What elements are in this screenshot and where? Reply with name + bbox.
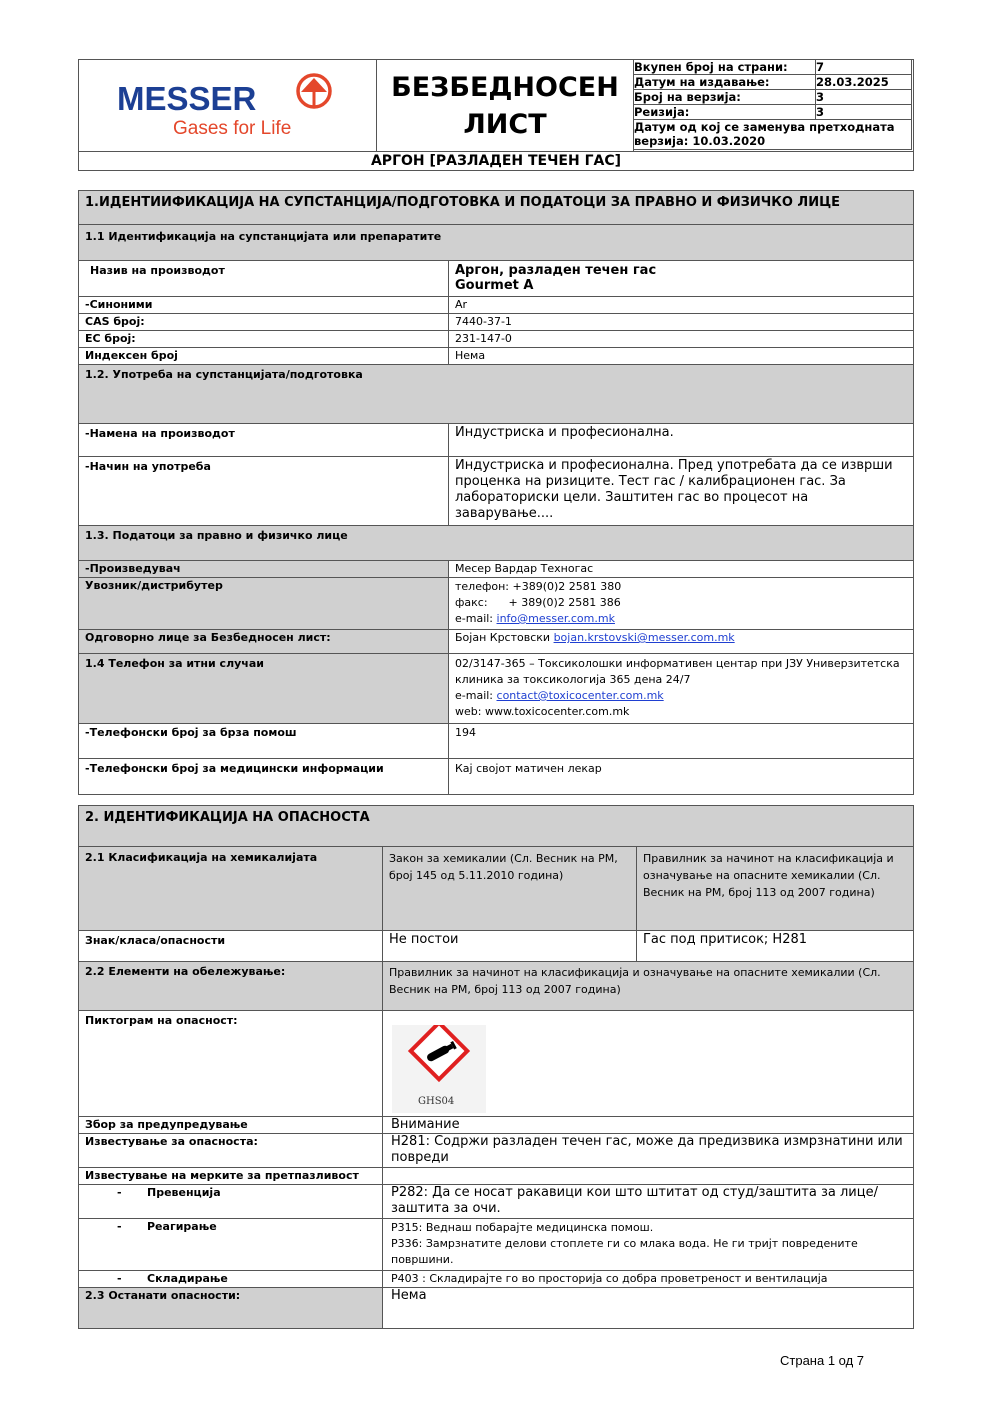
meta-row: Реизија: 3 (634, 105, 912, 120)
signal-value: Внимание (383, 1117, 914, 1134)
logo-brand: MESSER (117, 80, 257, 117)
responsible-label: Одговорно лице за Безбедносен лист: (79, 630, 449, 654)
producer-label: -Произведувач (79, 561, 449, 578)
elements-value: Правилник за начинот на класификација и означување на опасните хемикалии (Сл. Весник на РМ, број 113 од 2007 година) (383, 962, 914, 1011)
medical-value: Кај својот матичен лекар (449, 759, 914, 795)
subsection-1-3: 1.3. Податоци за правно и физичко лице (79, 526, 914, 561)
ghs04-pictogram (392, 1025, 486, 1113)
emergency-label: 1.4 Телефон за итни случаи (79, 654, 449, 724)
elements-label: 2.2 Елементи на обележување: (79, 962, 383, 1011)
messer-emblem-icon (295, 72, 333, 110)
precaution-label: Известување на мерките за претпазливост (79, 1168, 383, 1185)
product-title: АРГОН [РАЗЛАДЕН ТЕЧЕН ГАС] (79, 152, 914, 171)
sign-label: Знак/класа/опасности (79, 931, 383, 962)
pictogram-cell (383, 1011, 914, 1117)
responsible-value: Бојан Крстовски bojan.krstovski@messer.com.mk (449, 630, 914, 654)
meta-row (634, 120, 912, 150)
importer-value: телефон: +389(0)2 2581 380 факс: + 389(0)2 2581 386 e-mail: info@messer.com.mk (449, 578, 914, 630)
pictogram-label: Пиктограм на опасност: (79, 1011, 383, 1117)
classification-label: 2.1 Класификација на хемикалијата (79, 847, 383, 931)
prev-version: Датум од кој се заменува претходната верзија: 10.03.2020 (634, 120, 912, 150)
usage-label: -Начин на употреба (79, 457, 449, 526)
synonyms-value: Ar (449, 297, 914, 314)
title-cell (377, 60, 634, 152)
messer-logo (117, 72, 337, 142)
page-number: Страна 1 од 7 (780, 1353, 865, 1368)
meta-row: Број на верзија: 3 (634, 90, 912, 105)
product-name-value: Аргон, разладен течен гас Gourmet A (449, 261, 914, 297)
section-1-title: 1.ИДЕНТИИФИКАЦИЈА НА СУПСТАНЦИЈА/ПОДГОТОВКА И ПОДАТОЦИ ЗА ПРАВНО И ФИЗИЧКО ЛИЦЕ (79, 191, 914, 225)
sign-law: Не постои (383, 931, 637, 962)
product-name-label: Назив на производот (79, 261, 449, 297)
classification-rule: Правилник за начинот на класификација и означување на опасните хемикалии (Сл. Весник на РМ, број 113 од 2007 година) (637, 847, 914, 931)
prevention-label: - Превенција (79, 1185, 383, 1219)
storage-label: - Складирање (79, 1271, 383, 1288)
document-header (78, 59, 913, 171)
subsection-1-2: 1.2. Употреба на супстанцијата/подготовка (79, 365, 914, 424)
doc-title-line1: БЕЗБЕДНОСЕН (391, 71, 619, 103)
subsection-1-1: 1.1 Идентификација на супстанцијата или препаратите (79, 225, 914, 261)
section-1 (78, 190, 913, 795)
cas-value: 7440-37-1 (449, 314, 914, 331)
index-value: Нема (449, 348, 914, 365)
responsible-email-link[interactable]: bojan.krstovski@messer.com.mk (553, 631, 735, 644)
emergency-value: 02/3147-365 – Токсиколошки информативен центар при ЈЗУ Универзитетска клиника за токсикологија 365 дена 24/7 e-mail: contact@toxicocenter.com.mk web: www.toxicocenter.com.mk (449, 654, 914, 724)
doc-title-line2: ЛИСТ (463, 108, 547, 140)
response-label: - Реагирање (79, 1219, 383, 1271)
prevention-value: P282: Да се носат ракавици кои што штитат од студ/заштита за лице/заштита за очи. (383, 1185, 914, 1219)
other-hazards-label: 2.3 Останати опасности: (79, 1288, 383, 1329)
hazard-label: Известување за опасноста: (79, 1134, 383, 1168)
gas-cylinder-icon (392, 1025, 486, 1097)
purpose-value: Индустриска и професионална. (449, 424, 914, 457)
ambulance-value: 194 (449, 724, 914, 759)
medical-label: -Телефонски број за медицински информации (79, 759, 449, 795)
cas-label: CAS број: (79, 314, 449, 331)
storage-value: P403 : Складирајте го во просторија со добра проветреност и вентилација (383, 1271, 914, 1288)
other-hazards-value: Нема (383, 1288, 914, 1329)
logo-tagline: Gases for Life (173, 118, 292, 139)
hazard-value: H281: Содржи разладен течен гас, може да предизвика измрзнатини или повреди (383, 1134, 914, 1168)
ec-label: ЕC број: (79, 331, 449, 348)
ambulance-label: -Телефонски број за брза помош (79, 724, 449, 759)
usage-value: Индустриска и професионална. Пред употребата да се изврши проценка на ризиците. Тест гас / калибрационен гас. За лабораториски цели. Заштитен гас во процесот на заварување.... (449, 457, 914, 526)
section-2 (78, 805, 913, 1329)
importer-label: Увозник/дистрибутер (79, 578, 449, 630)
emergency-email-link[interactable]: contact@toxicocenter.com.mk (496, 689, 664, 702)
index-label: Индексен број (79, 348, 449, 365)
meta-row: Датум на издавање: 28.03.2025 (634, 75, 912, 90)
section-2-title: 2. ИДЕНТИФИКАЦИЈА НА ОПАСНОСТА (79, 806, 914, 847)
logo-cell (79, 60, 377, 152)
synonyms-label: -Синоними (79, 297, 449, 314)
meta-row: Вкупен број на страни: 7 (634, 60, 912, 75)
producer-value: Месер Вардар Техногас (449, 561, 914, 578)
pictogram-code: GHS04 (418, 1096, 455, 1107)
response-value: P315: Веднаш побарајте медицинска помош. P336: Замрзнатите делови стоплете ги со млака вода. Не ги тријт повредените површини. (383, 1219, 914, 1271)
sign-rule: Гас под притисок; H281 (637, 931, 914, 962)
signal-label: Збор за предупредување (79, 1117, 383, 1134)
importer-email-link[interactable]: info@messer.com.mk (496, 612, 615, 625)
ec-value: 231-147-0 (449, 331, 914, 348)
meta-cell (634, 60, 914, 152)
classification-law: Закон за хемикалии (Сл. Весник на РМ, број 145 од 5.11.2010 година) (383, 847, 637, 931)
purpose-label: -Намена на производот (79, 424, 449, 457)
